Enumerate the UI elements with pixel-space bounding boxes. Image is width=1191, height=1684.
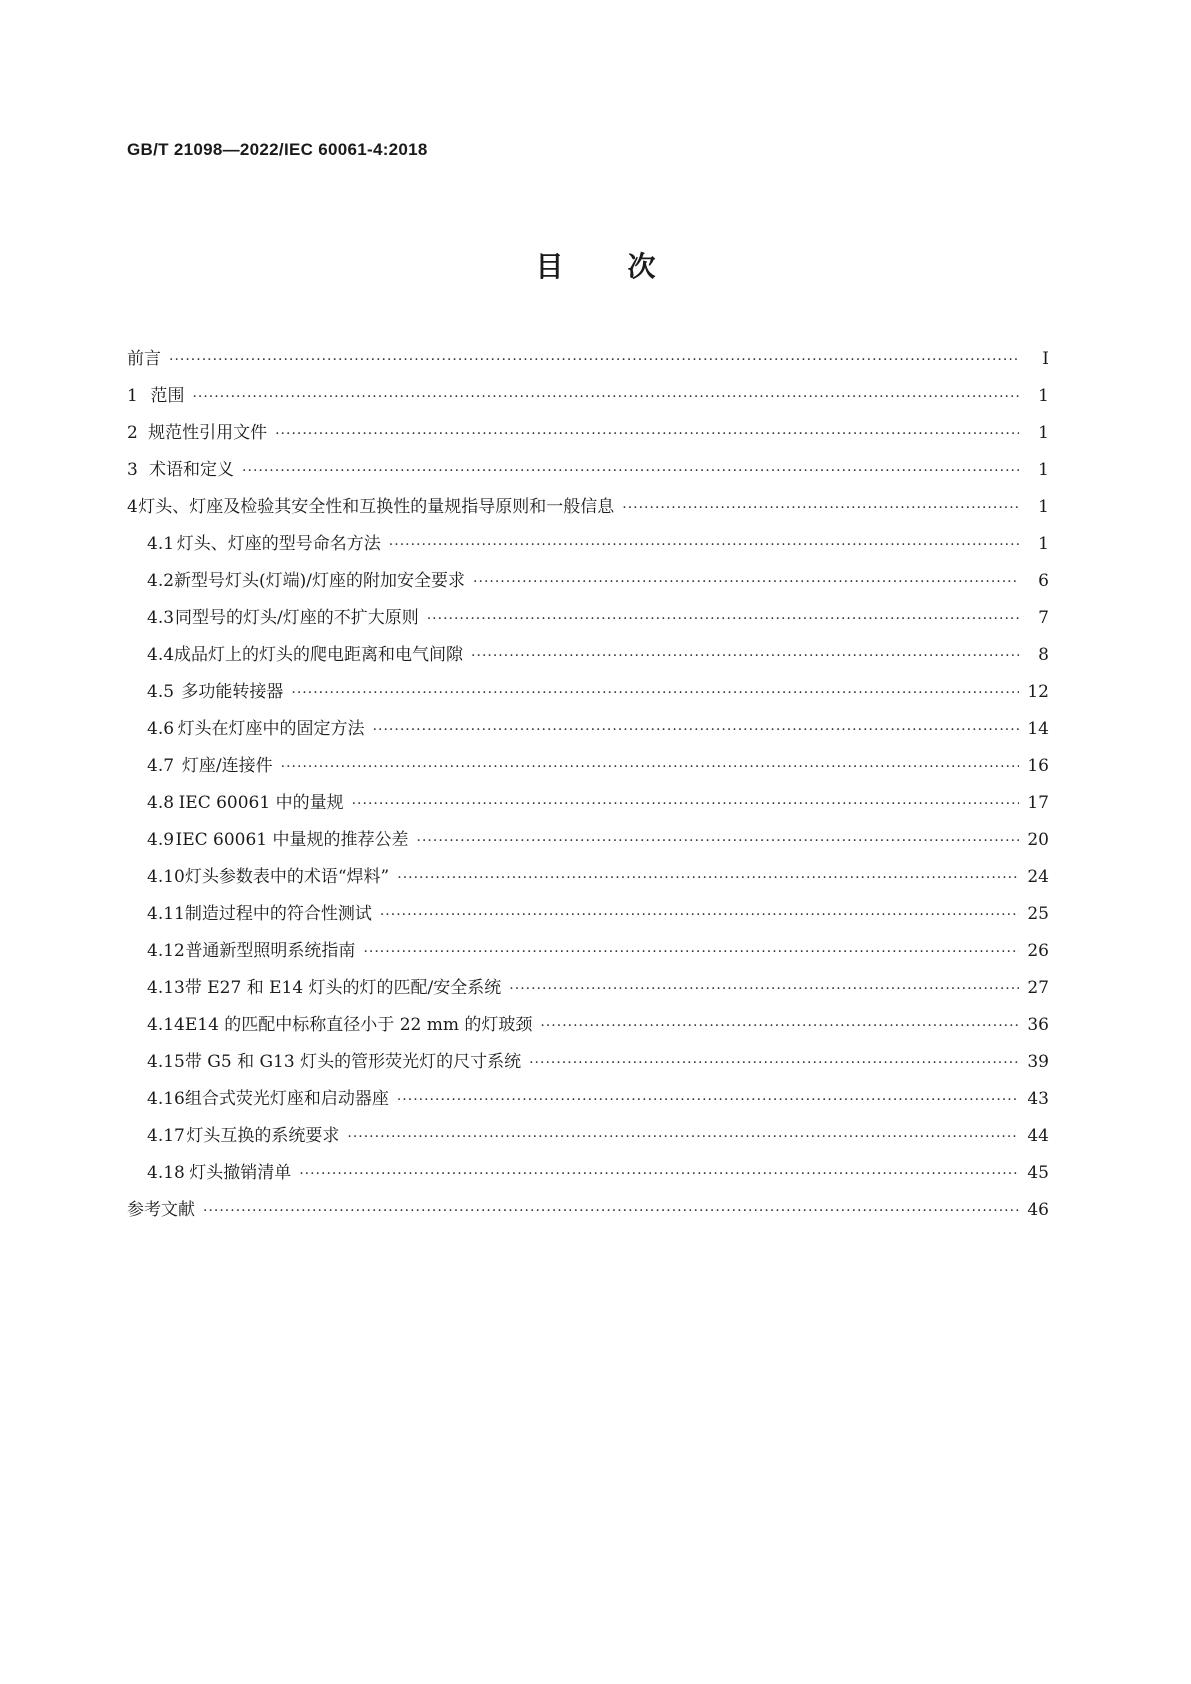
toc-entry-page: 16 xyxy=(1027,756,1049,776)
toc-entry-page: 1 xyxy=(1038,423,1049,443)
toc-entry-number: 4.12 xyxy=(147,941,185,961)
toc-entry-label: 普通新型照明系统指南 xyxy=(185,941,356,961)
table-of-contents xyxy=(127,344,1049,1232)
toc-entry-number: 4.8 xyxy=(147,793,175,813)
toc-entry-number: 4.5 xyxy=(147,682,175,702)
standard-code: GB/T 21098—2022/IEC 60061-4:2018 xyxy=(127,140,428,159)
toc-entry-page: 46 xyxy=(1027,1200,1049,1220)
toc-entry[interactable] xyxy=(127,566,1049,603)
toc-entry[interactable] xyxy=(127,418,1049,455)
toc-entry-number: 4.15 xyxy=(147,1052,185,1072)
toc-entry[interactable] xyxy=(127,603,1049,640)
toc-entry[interactable] xyxy=(127,788,1049,825)
toc-entry[interactable] xyxy=(127,529,1049,566)
toc-leader-dots xyxy=(203,1203,1019,1219)
toc-leader-dots xyxy=(373,722,1019,738)
toc-entry-label: 前言 xyxy=(127,349,161,369)
toc-leader-dots xyxy=(397,870,1019,886)
toc-entry[interactable] xyxy=(127,714,1049,751)
toc-entry-page: 44 xyxy=(1027,1126,1049,1146)
toc-leader-dots xyxy=(169,352,1019,368)
toc-entry-number: 4.13 xyxy=(147,978,185,998)
toc-entry-label: IEC 60061 中的量规 xyxy=(178,793,344,813)
toc-entry[interactable] xyxy=(127,455,1049,492)
toc-entry[interactable] xyxy=(127,1047,1049,1084)
toc-leader-dots xyxy=(281,759,1019,775)
toc-entry-number: 4.1 xyxy=(147,534,175,554)
toc-entry-label: 多功能转接器 xyxy=(181,682,284,702)
toc-entry-number: 4.4 xyxy=(147,645,175,665)
toc-entry-number: 4.2 xyxy=(147,571,175,591)
toc-entry-number: 3 xyxy=(127,460,138,480)
toc-entry-page: 43 xyxy=(1027,1089,1049,1109)
toc-leader-dots xyxy=(347,1129,1019,1145)
toc-entry[interactable] xyxy=(127,1121,1049,1158)
toc-leader-dots xyxy=(427,611,1019,627)
toc-entry-label: 新型号灯头(灯端)/灯座的附加安全要求 xyxy=(174,571,466,591)
toc-entry-page: 1 xyxy=(1038,534,1049,554)
toc-entry-page: 6 xyxy=(1038,571,1049,591)
toc-entry-label: 灯头参数表中的术语“焊料” xyxy=(184,867,390,887)
toc-leader-dots xyxy=(540,1018,1019,1034)
toc-leader-dots xyxy=(242,463,1019,479)
toc-leader-dots xyxy=(380,907,1019,923)
toc-entry-page: 1 xyxy=(1038,460,1049,480)
toc-entry-page: 14 xyxy=(1027,719,1049,739)
toc-entry[interactable] xyxy=(127,751,1049,788)
toc-entry-number: 4.11 xyxy=(147,904,185,924)
toc-entry-page: 26 xyxy=(1027,941,1049,961)
toc-entry[interactable] xyxy=(127,973,1049,1010)
toc-entry-label: 灯头、灯座及检验其安全性和互换性的量规指导原则和一般信息 xyxy=(138,497,615,517)
toc-entry-label: 带 E27 和 E14 灯头的灯的匹配/安全系统 xyxy=(184,978,502,998)
toc-entry-number: 4 xyxy=(127,497,138,517)
toc-entry-number: 1 xyxy=(127,386,138,406)
toc-entry[interactable] xyxy=(127,899,1049,936)
toc-entry-page: 27 xyxy=(1027,978,1049,998)
toc-entry-page: 17 xyxy=(1027,793,1049,813)
toc-entry-label: IEC 60061 中量规的推荐公差 xyxy=(175,830,409,850)
toc-entry-label: 灯头在灯座中的固定方法 xyxy=(177,719,365,739)
toc-entry-label: 范围 xyxy=(150,386,185,406)
toc-entry-label: 规范性引用文件 xyxy=(148,423,268,443)
toc-leader-dots xyxy=(622,500,1019,516)
toc-entry[interactable] xyxy=(127,1158,1049,1195)
toc-entry-label: 灯头、灯座的型号命名方法 xyxy=(176,534,381,554)
toc-entry-page: 7 xyxy=(1038,608,1049,628)
toc-entry-page: 39 xyxy=(1027,1052,1049,1072)
toc-entry-page: 36 xyxy=(1027,1015,1049,1035)
toc-entry[interactable] xyxy=(127,677,1049,714)
toc-leader-dots xyxy=(417,833,1019,849)
toc-leader-dots xyxy=(529,1055,1019,1071)
toc-entry-page: 24 xyxy=(1027,867,1049,887)
toc-entry-number: 4.16 xyxy=(147,1089,185,1109)
toc-entry-label: E14 的匹配中标称直径小于 22 mm 的灯玻颈 xyxy=(184,1015,533,1035)
toc-leader-dots xyxy=(275,426,1019,442)
toc-entry-label: 制造过程中的符合性测试 xyxy=(184,904,372,924)
toc-entry[interactable] xyxy=(127,1084,1049,1121)
toc-entry-page: 12 xyxy=(1027,682,1049,702)
toc-entry-number: 4.9 xyxy=(147,830,175,850)
toc-entry-page: 1 xyxy=(1038,497,1049,517)
toc-entry-label: 灯头撤销清单 xyxy=(189,1163,292,1183)
toc-entry-label: 灯头互换的系统要求 xyxy=(186,1126,340,1146)
toc-leader-dots xyxy=(363,944,1019,960)
toc-entry-label: 术语和定义 xyxy=(149,460,235,480)
toc-entry-page: 45 xyxy=(1027,1163,1049,1183)
toc-entry-number: 4.14 xyxy=(147,1015,185,1035)
toc-entry[interactable] xyxy=(127,1195,1049,1232)
toc-entry[interactable] xyxy=(127,640,1049,677)
toc-leader-dots xyxy=(471,648,1019,664)
toc-entry[interactable] xyxy=(127,825,1049,862)
toc-leader-dots xyxy=(389,537,1019,553)
toc-leader-dots xyxy=(397,1092,1019,1108)
toc-leader-dots xyxy=(299,1166,1019,1182)
toc-entry-page: 8 xyxy=(1038,645,1049,665)
toc-entry-label: 成品灯上的灯头的爬电距离和电气间隙 xyxy=(174,645,464,665)
toc-entry[interactable] xyxy=(127,936,1049,973)
toc-leader-dots xyxy=(192,389,1019,405)
toc-entry-number: 4.6 xyxy=(147,719,175,739)
toc-leader-dots xyxy=(352,796,1019,812)
toc-entry-number: 2 xyxy=(127,423,138,443)
toc-entry-number: 4.3 xyxy=(147,608,175,628)
toc-leader-dots xyxy=(291,685,1019,701)
toc-entry-label: 同型号的灯头/灯座的不扩大原则 xyxy=(175,608,419,628)
toc-leader-dots xyxy=(473,574,1019,590)
toc-entry-number: 4.10 xyxy=(147,867,185,887)
toc-entry-page: 1 xyxy=(1038,386,1049,406)
toc-entry-page: 20 xyxy=(1027,830,1049,850)
toc-entry[interactable] xyxy=(127,492,1049,529)
toc-entry-number: 4.7 xyxy=(147,756,175,776)
toc-entry-label: 组合式荧光灯座和启动器座 xyxy=(184,1089,389,1109)
toc-entry-number: 4.17 xyxy=(147,1126,185,1146)
toc-leader-dots xyxy=(509,981,1019,997)
toc-entry-number: 4.18 xyxy=(147,1163,185,1183)
toc-entry-label: 带 G5 和 G13 灯头的管形荧光灯的尺寸系统 xyxy=(184,1052,522,1072)
toc-entry[interactable] xyxy=(127,344,1049,381)
toc-entry[interactable] xyxy=(127,862,1049,899)
toc-entry-label: 灯座/连接件 xyxy=(181,756,273,776)
toc-entry[interactable] xyxy=(127,381,1049,418)
toc-entry[interactable] xyxy=(127,1010,1049,1047)
toc-entry-page: Ⅰ xyxy=(1042,349,1049,369)
toc-entry-page: 25 xyxy=(1027,904,1049,924)
page-title: 目次 xyxy=(535,250,720,283)
toc-entry-label: 参考文献 xyxy=(127,1200,195,1220)
